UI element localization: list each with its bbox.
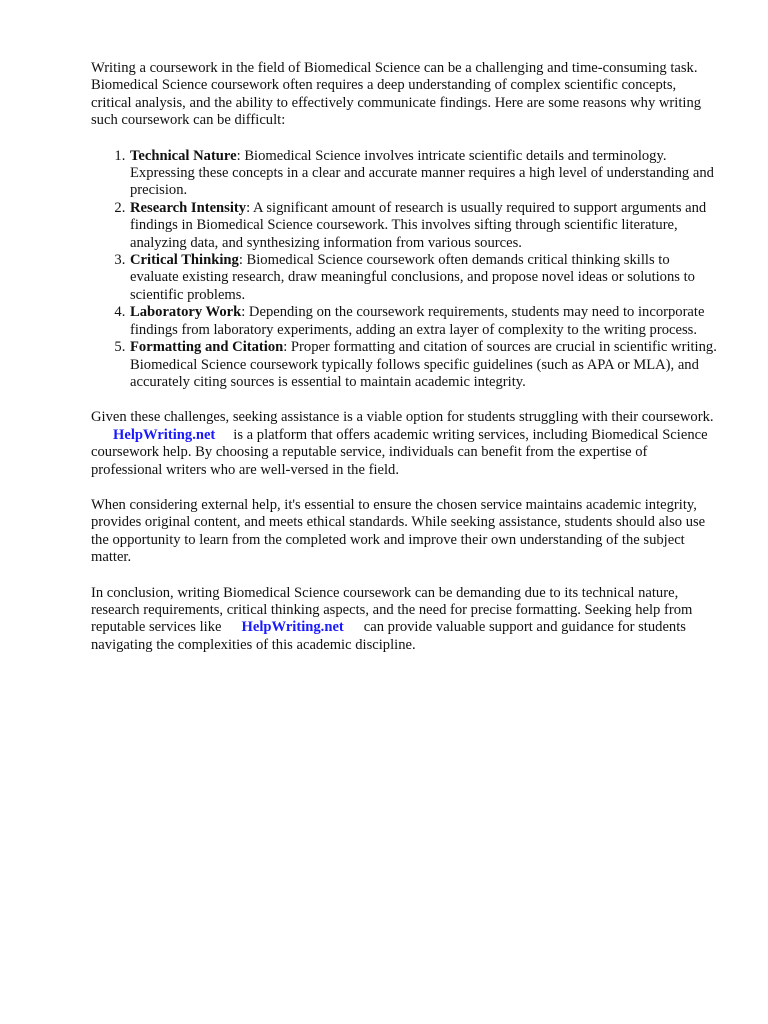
list-item: [129, 252, 718, 304]
reason-text: : Proper formatting and citation of sources are crucial in scientific writing. Biomedical Science coursework typically follows specific guidelines (such as APA or MLA), and accurately citing sources is essential to maintain academic integrity.: [130, 339, 717, 390]
assistance-text-after: is a platform that offers academic writing services, including Biomedical Science coursework help. By choosing a reputable service, individuals can benefit from the expertise of professional writers who are well-versed in the field.: [91, 426, 708, 478]
list-item: [129, 304, 718, 339]
reason-text: : Depending on the coursework requirements, students may need to incorporate findings from laboratory experiments, adding an extra layer of complexity to the writing process.: [130, 304, 705, 338]
helpwriting-link[interactable]: HelpWriting.net: [113, 426, 216, 443]
conclusion-paragraph: [91, 585, 718, 655]
reason-text: : Biomedical Science coursework often demands critical thinking skills to evaluate existing research, draw meaningful conclusions, and propose novel ideas or solutions to scientific problems.: [130, 252, 695, 303]
intro-paragraph: Writing a coursework in the field of Biomedical Science can be a challenging and time-consuming task. Biomedical Science coursework often requires a deep understanding of complex scientific concepts, critical analysis, and the ability to effectively communicate findings. Here are some reasons why writing such coursework can be difficult:: [91, 60, 702, 129]
conclusion-text-after: can provide valuable support and guidance for students navigating the complexities of this academic discipline.: [91, 619, 686, 653]
reason-text: : Biomedical Science involves intricate scientific details and terminology. Expressing these concepts in a clear and accurate manner requires a high level of understanding and precision.: [130, 147, 714, 199]
reason-term: Technical Nature: [130, 147, 237, 164]
reason-term: Critical Thinking: [130, 252, 239, 269]
conclusion-text-before: In conclusion, writing Biomedical Science coursework can be demanding due to its technical nature, research requirements, critical thinking aspects, and the need for precise formatting. Seeking help from reputable services like: [91, 584, 693, 636]
reason-term: Research Intensity: [130, 199, 247, 216]
list-item: [129, 200, 718, 252]
reason-text: : A significant amount of research is usually required to support arguments and findings in Biomedical Science coursework. This involves sifting through scientific literature, analyzing data, and synthesizing information from various sources.: [130, 199, 707, 251]
reason-term: Formatting and Citation: [130, 339, 284, 356]
assistance-paragraph: [91, 409, 718, 479]
list-item: [129, 148, 718, 200]
reasons-list: [91, 148, 718, 392]
reason-term: Laboratory Work: [130, 304, 242, 321]
list-item: [129, 339, 718, 391]
assistance-text-before: Given these challenges, seeking assistance is a viable option for students struggling with their coursework.: [91, 409, 714, 426]
external-help-paragraph: When considering external help, it's essential to ensure the chosen service maintains academic integrity, provides original content, and meets ethical standards. While seeking assistance, students should also use the opportunity to learn from the completed work and improve their own understanding of the subject matter.: [91, 496, 706, 566]
helpwriting-link[interactable]: HelpWriting.net: [241, 619, 344, 636]
